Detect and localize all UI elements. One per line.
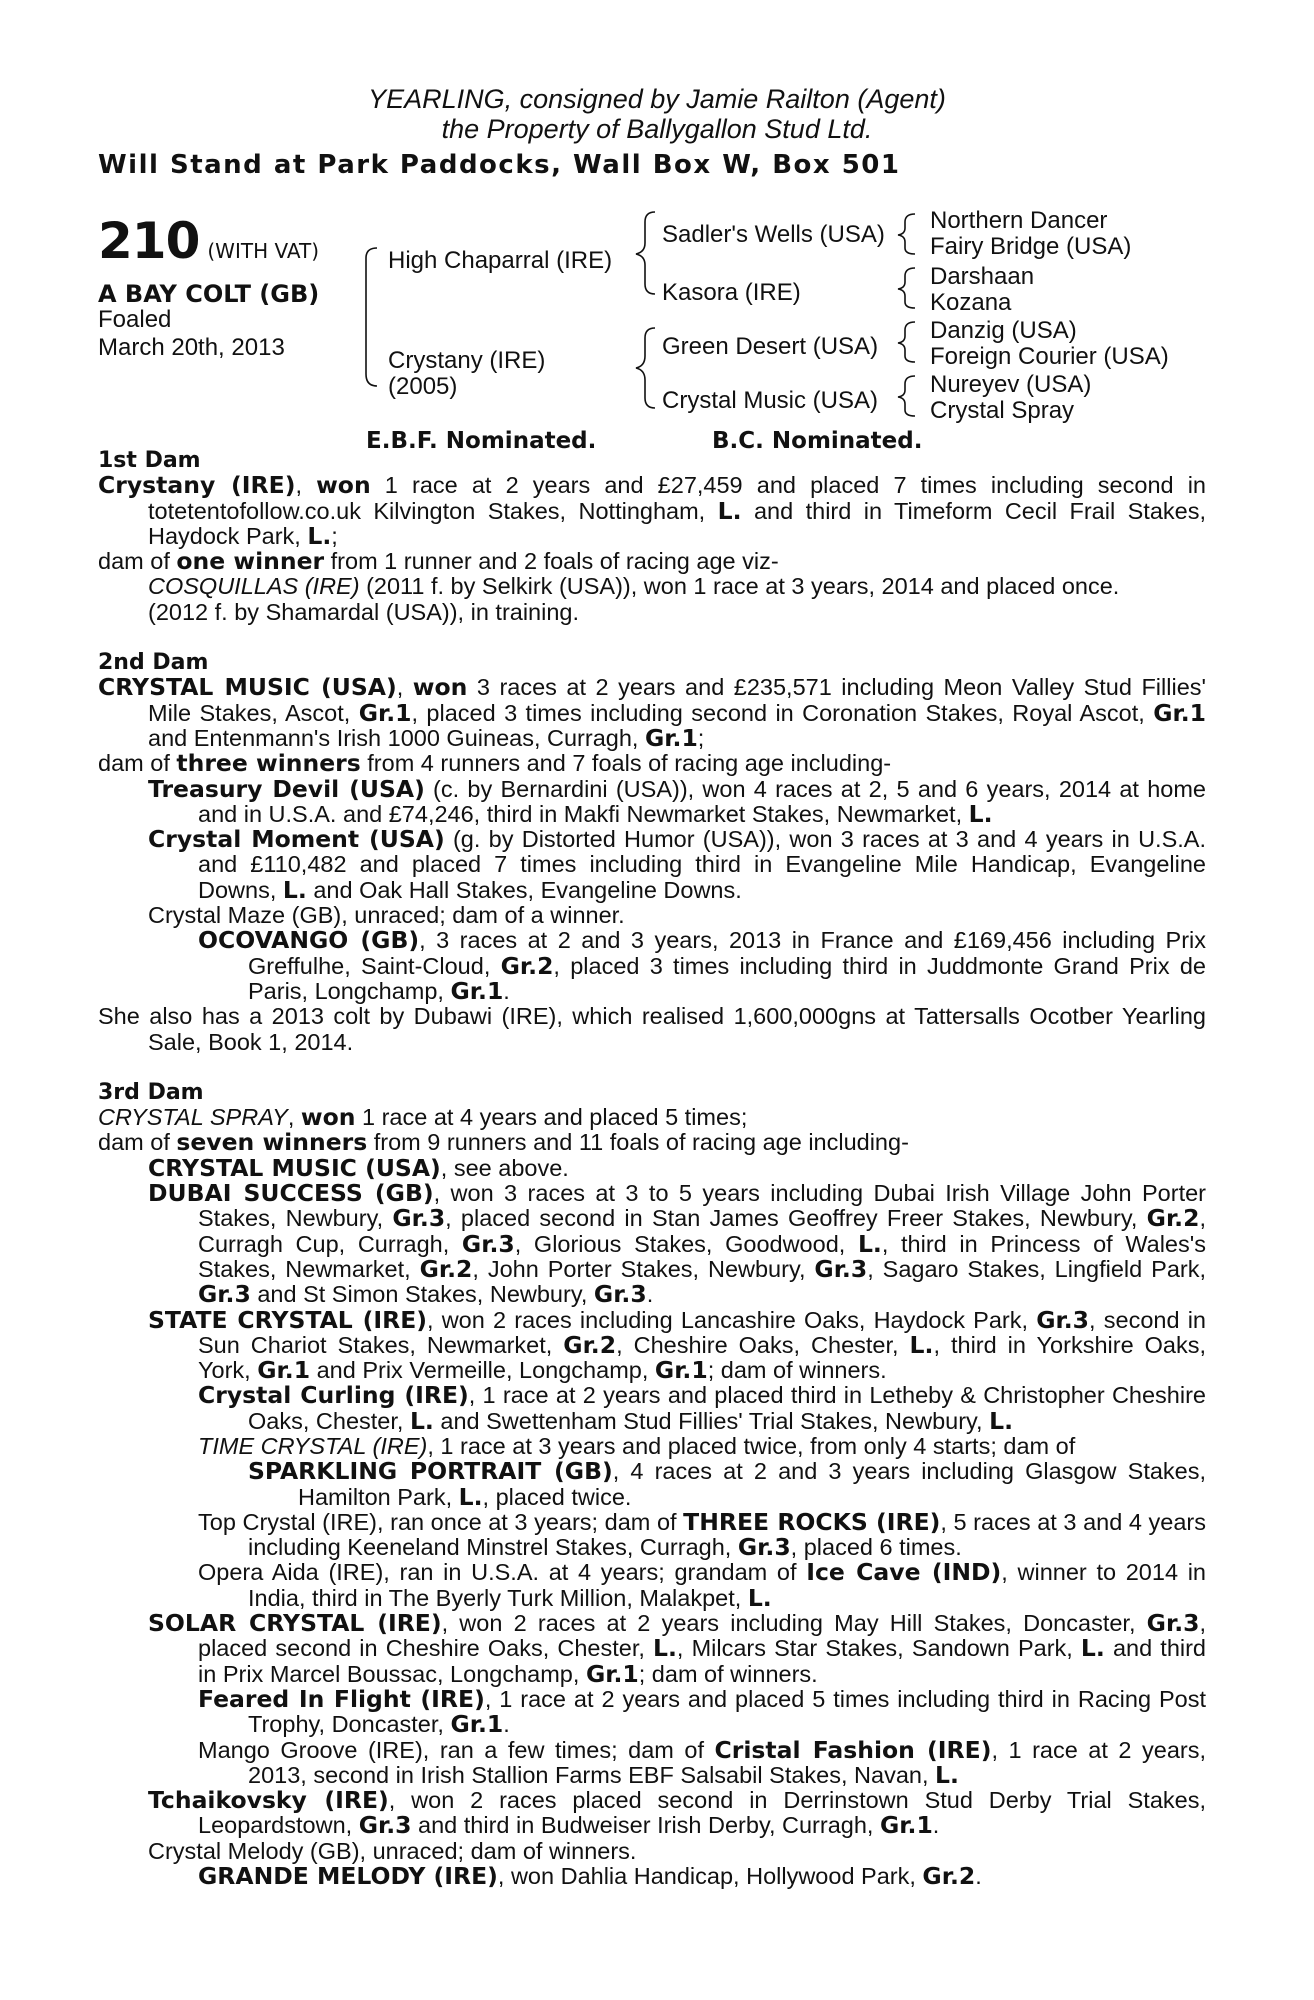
entry-text: Crystal Curling (IRE)	[198, 1381, 469, 1410]
entry-text: L.	[458, 1482, 483, 1511]
entry-text: , winner to 2014 in India, third in The Byerly Turk Million, Malakpet,	[248, 1559, 1206, 1611]
entry-text: dam of	[98, 750, 177, 777]
entry-text: .	[503, 977, 510, 1004]
entry-text: OCOVANGO (GB)	[198, 926, 420, 955]
pedigree-entry	[98, 1735, 1206, 1789]
ebf-nomination: E.B.F. Nominated.	[366, 428, 597, 454]
entry-text: (2012 f. by Shamardal (USA)), in training.	[148, 598, 580, 625]
pedigree-dam-dam: Crystal Music (USA)	[662, 387, 879, 414]
entry-text: Crystal Maze (GB), unraced; dam of a winner.	[148, 902, 625, 929]
entry-text: DUBAI SUCCESS (GB)	[148, 1179, 434, 1208]
entry-text: THREE ROCKS (IRE)	[683, 1507, 941, 1536]
pedigree-entry	[98, 473, 1206, 549]
entry-text: Gr.2	[419, 1254, 473, 1283]
entry-text: 1 race at 4 years and placed 5 times;	[355, 1104, 748, 1131]
lot-number: 210	[98, 212, 200, 270]
entry-text: ;	[331, 522, 338, 549]
pedigree-entry	[98, 675, 1206, 751]
entry-text: L.	[717, 496, 742, 525]
entry-text: , 5 races at 3 and 4 years including Keeneland Minstrel Stakes, Curragh,	[248, 1508, 1206, 1561]
entry-text: Gr.2	[1146, 1204, 1200, 1233]
entry-text: , won 3 races at 3 to 5 years including Dubai Irish Village John Porter Stakes, Newbury,	[198, 1180, 1206, 1232]
pedigree-entry	[98, 600, 1206, 625]
section-heading: 3rd Dam	[98, 1079, 204, 1105]
entry-text: L.	[968, 799, 993, 828]
bc-nomination: B.C. Nominated.	[712, 428, 923, 454]
entry-text: and Entenmann's Irish 1000 Guineas, Curragh,	[148, 724, 645, 751]
entry-text: , see above.	[440, 1154, 569, 1181]
entry-text: Top Crystal (IRE), ran once at 3 years; dam of	[198, 1508, 684, 1535]
entry-text: Gr.2	[500, 951, 554, 980]
entry-text: Gr.1	[257, 1356, 311, 1385]
entry-text: Ice Cave (IND)	[806, 1558, 1002, 1587]
entry-text: from 4 runners and 7 foals of racing age including-	[360, 750, 892, 777]
entry-text: CRYSTAL MUSIC (USA)	[98, 673, 397, 702]
pedigree-sds: Darshaan	[930, 263, 1035, 290]
pedigree-entry	[98, 774, 1206, 828]
entry-text: SPARKLING PORTRAIT (GB)	[248, 1457, 613, 1486]
entry-text: Gr.2	[922, 1862, 976, 1891]
entry-text: from 9 runners and 11 foals of racing age including-	[367, 1129, 909, 1156]
stand-location: Will Stand at Park Paddocks, Wall Box W, Box 501	[98, 150, 901, 180]
entry-text: , 1 race at 2 years, 2013, second in Irish Stallion Farms EBF Salsabil Stakes, Navan,	[248, 1736, 1206, 1788]
entry-text: L.	[747, 1583, 772, 1612]
pedigree-entry	[98, 1130, 1206, 1155]
entry-text: (2011 f. by Selkirk (USA)), won 1 race at 3 years, 2014 and placed once.	[359, 573, 1120, 600]
entry-text: L.	[935, 1760, 959, 1789]
pedigree-entry	[98, 549, 1206, 574]
pedigree-entry	[98, 1788, 1206, 1839]
entry-text: , 3 races at 2 and 3 years, 2013 in France and £169,456 including Prix Greffulhe, Saint-Cloud,	[248, 927, 1206, 979]
pedigree-entry	[98, 1305, 1207, 1385]
entry-text: Gr.1	[1153, 698, 1206, 727]
entry-text: .	[932, 1812, 940, 1839]
entry-text: , second in Sun Chariot Stakes, Newmarket,	[198, 1306, 1206, 1358]
entry-text: CRYSTAL SPRAY	[98, 1104, 288, 1131]
pedigree-sire: High Chaparral (IRE)	[388, 247, 613, 274]
entry-text: SOLAR CRYSTAL (IRE)	[148, 1609, 442, 1638]
entry-text: .	[975, 1863, 982, 1890]
entry-text: , Glorious Stakes, Goodwood,	[514, 1230, 858, 1257]
pedigree-entry	[98, 1611, 1206, 1687]
entry-text: , placed 3 times including third in Juddmonte Grand Prix de Paris, Longchamp,	[248, 952, 1206, 1004]
section-heading: 2nd Dam	[98, 650, 209, 676]
pedigree-entry	[98, 574, 1206, 599]
entry-text: GRANDE MELODY (IRE)	[198, 1862, 498, 1891]
entry-text: 3 races at 2 years and £235,571 including Meon Valley Stud Fillies' Mile Stakes, Ascot,	[148, 674, 1206, 726]
entry-text: and third in Timeform Cecil Frail Stakes, Haydock Park,	[148, 497, 1206, 549]
entry-text: , Curragh Cup, Curragh,	[198, 1205, 1206, 1257]
entry-text: and St Simon Stakes, Newbury,	[250, 1281, 594, 1308]
entry-text: and third in Budweiser Irish Derby, Curragh,	[411, 1812, 880, 1839]
entry-text: CRYSTAL MUSIC (USA)	[148, 1153, 441, 1182]
entry-text: Gr.3	[461, 1229, 515, 1258]
pedigree-sire-dam: Kasora (IRE)	[662, 279, 801, 306]
entry-text: (g. by Distorted Humor (USA)), won 3 races at 3 and 4 years in U.S.A. and £110,482 and placed 7 times including third in Evangeline Mile Handicap, Evangeline Downs,	[198, 826, 1206, 903]
entry-text: L.	[307, 521, 332, 550]
entry-text: Gr.3	[1146, 1609, 1200, 1638]
pedigree-entry	[98, 1864, 1206, 1889]
pedigree-dsd: Foreign Courier (USA)	[930, 343, 1169, 370]
entry-text: , 1 race at 2 years and placed third in Letheby & Christopher Cheshire Oaks, Chester,	[248, 1382, 1206, 1434]
entry-text: , won 2 races placed second in Derrinstown Stud Derby Trial Stakes, Leopardstown,	[198, 1787, 1206, 1839]
entry-text: L.	[989, 1406, 1013, 1435]
entry-text: Gr.3	[358, 1811, 412, 1840]
entry-text: dam of	[98, 1129, 177, 1156]
entry-text: , placed second in Stan James Geoffrey Freer Stakes, Newbury,	[445, 1205, 1147, 1232]
entry-text: Gr.1	[879, 1811, 933, 1840]
lot-title: A BAY COLT (GB)	[98, 280, 320, 308]
entry-text: L.	[282, 875, 307, 904]
pedigree-entry	[98, 1105, 1206, 1130]
entry-text: and Swettenham Stud Fillies' Trial Stakes, Newbury,	[433, 1407, 990, 1434]
pedigree-entry	[98, 1004, 1206, 1055]
foaled-label: Foaled	[98, 306, 172, 333]
entry-text: and third in Prix Marcel Boussac, Longchamp,	[198, 1635, 1206, 1687]
entry-text: Gr.1	[358, 698, 412, 727]
pedigree-dam-year: (2005)	[388, 373, 458, 400]
pedigree-entry	[98, 1434, 1206, 1459]
pedigree-entry	[98, 1181, 1206, 1307]
produce-record	[98, 448, 1206, 1889]
pedigree-sdd: Kozana	[930, 289, 1012, 316]
entry-text: ;	[697, 724, 705, 751]
entry-text: dam of	[98, 548, 177, 575]
entry-text: .	[646, 1281, 654, 1308]
entry-text: Gr.3	[814, 1254, 868, 1283]
pedigree-dss: Danzig (USA)	[930, 317, 1077, 344]
property-line: the Property of Ballygallon Stud Ltd.	[441, 114, 873, 144]
entry-text: She also has a 2013 colt by Dubawi (IRE), which realised 1,600,000gns at Tattersalls Ocotber Yearling Sale, Book 1, 2014.	[98, 1003, 1206, 1055]
entry-text: and Oak Hall Stakes, Evangeline Downs.	[306, 876, 742, 903]
pedigree-sss: Northern Dancer	[930, 207, 1108, 234]
pedigree-brackets	[0, 0, 1314, 460]
entry-text: , placed 6 times.	[790, 1534, 962, 1561]
entry-text: , John Porter Stakes, Newbury,	[472, 1255, 815, 1282]
entry-text: Gr.3	[737, 1533, 791, 1562]
entry-text: , placed twice.	[482, 1483, 632, 1510]
section-heading: 1st Dam	[98, 448, 201, 473]
pedigree-entry	[98, 1684, 1206, 1739]
entry-text: (c. by Bernardini (USA)), won 4 races at 2, 5 and 6 years, 2014 at home and in U.S.A. and £74,246, third in Makfi Newmarket Stakes, Newmarket,	[198, 775, 1206, 827]
entry-text: won	[316, 471, 371, 500]
entry-text: won	[412, 673, 468, 702]
consignor-line: YEARLING, consigned by Jamie Railton (Agent)	[368, 84, 946, 114]
entry-text: ,	[396, 674, 413, 701]
pedigree-sire-sire: Sadler's Wells (USA)	[662, 221, 885, 248]
entry-text: Mango Groove (IRE), ran a few times; dam of	[198, 1736, 715, 1763]
section-gap	[98, 625, 1206, 650]
entry-text: Crystany (IRE)	[98, 471, 296, 500]
entry-text: , Milcars Star Stakes, Sandown Park,	[676, 1635, 1081, 1662]
pedigree-entry	[98, 1839, 1206, 1864]
entry-text: COSQUILLAS (IRE)	[148, 573, 360, 600]
entry-text: Gr.2	[563, 1330, 617, 1359]
entry-text: L.	[857, 1229, 882, 1258]
entry-text: , won 2 races including Lancashire Oaks, Haydock Park,	[427, 1306, 1037, 1333]
entry-text: Gr.1	[585, 1659, 639, 1688]
pedigree-entry	[98, 1383, 1206, 1434]
entry-text: , Sagaro Stakes, Lingfield Park,	[867, 1255, 1206, 1282]
entry-text: Gr.3	[1036, 1305, 1090, 1334]
pedigree-entry	[98, 903, 1206, 928]
vat-note: (WITH VAT)	[207, 239, 320, 263]
entry-text: one winner	[176, 547, 325, 576]
entry-text: , placed second in Cheshire Oaks, Chester,	[198, 1610, 1207, 1662]
pedigree-entry	[98, 1153, 1206, 1182]
entry-text: Cristal Fashion (IRE)	[714, 1735, 992, 1764]
section-gap	[98, 1055, 1206, 1080]
entry-text: Gr.3	[198, 1280, 251, 1309]
entry-text: Gr.1	[450, 1710, 504, 1739]
entry-text: ; dam of winners.	[638, 1660, 818, 1687]
entry-text: Tchaikovsky (IRE)	[148, 1786, 389, 1815]
foaled-date: March 20th, 2013	[98, 334, 285, 361]
pedigree-dam-sire: Green Desert (USA)	[662, 333, 879, 360]
entry-text: , placed 3 times including second in Coronation Stakes, Royal Ascot,	[411, 699, 1154, 726]
entry-text: L.	[1080, 1634, 1105, 1663]
entry-text: three winners	[176, 749, 361, 778]
pedigree-ddd: Crystal Spray	[930, 397, 1075, 424]
entry-text: 1 race at 2 years and £27,459 and placed 7 times including second in totetentofollow.co.uk Kilvington Stakes, Nottingham,	[148, 472, 1206, 524]
entry-text: , 4 races at 2 and 3 years including Glasgow Stakes, Hamilton Park,	[298, 1458, 1207, 1510]
entry-text: Gr.3	[392, 1204, 446, 1233]
entry-text: Gr.3	[593, 1280, 647, 1309]
pedigree-entry	[98, 928, 1206, 1004]
entry-text: , won Dahlia Handicap, Hollywood Park,	[497, 1863, 923, 1890]
pedigree-entry	[98, 1560, 1206, 1611]
pedigree-entry	[98, 1507, 1206, 1562]
pedigree-dam: Crystany (IRE)	[388, 347, 546, 374]
entry-text: , 1 race at 2 years and placed 5 times including third in Racing Post Trophy, Doncaster,	[248, 1685, 1206, 1738]
pedigree-entry	[98, 1459, 1206, 1510]
entry-text: and Prix Vermeille, Longchamp,	[310, 1357, 655, 1384]
entry-text: Gr.1	[654, 1356, 708, 1385]
entry-text: , 1 race at 3 years and placed twice, from only 4 starts; dam of	[427, 1432, 1076, 1459]
entry-text: Opera Aida (IRE), ran in U.S.A. at 4 years; grandam of	[198, 1559, 807, 1586]
entry-text: STATE CRYSTAL (IRE)	[148, 1305, 427, 1334]
pedigree-entry	[98, 827, 1206, 903]
entry-text: won	[300, 1103, 356, 1132]
entry-text: L.	[653, 1634, 677, 1663]
entry-text: Feared In Flight (IRE)	[198, 1684, 485, 1713]
entry-text: ,	[287, 1104, 301, 1131]
pedigree-entry	[98, 751, 1206, 776]
entry-text: , third in Princess of Wales's Stakes, Newmarket,	[198, 1230, 1206, 1282]
entry-text: Gr.1	[644, 723, 698, 752]
entry-text: ; dam of winners.	[707, 1357, 887, 1384]
entry-text: Crystal Melody (GB), unraced; dam of winners.	[148, 1837, 637, 1864]
entry-text: from 1 runner and 2 foals of racing age viz-	[324, 548, 779, 575]
pedigree-dds: Nureyev (USA)	[930, 371, 1092, 398]
entry-text: seven winners	[176, 1128, 368, 1157]
entry-text: Gr.1	[450, 976, 504, 1005]
entry-text: , third in Yorkshire Oaks, York,	[198, 1331, 1207, 1384]
entry-text: L.	[409, 1406, 434, 1435]
entry-text: TIME CRYSTAL (IRE)	[198, 1432, 428, 1459]
entry-text: , won 2 races at 2 years including May Hill Stakes, Doncaster,	[441, 1610, 1147, 1637]
entry-text: .	[503, 1711, 510, 1738]
entry-text: ,	[295, 472, 317, 499]
entry-text: L.	[909, 1330, 934, 1359]
entry-text: , Cheshire Oaks, Chester,	[616, 1331, 910, 1358]
pedigree-ssd: Fairy Bridge (USA)	[930, 233, 1132, 260]
entry-text: Crystal Moment (USA)	[148, 825, 445, 854]
entry-text: Treasury Devil (USA)	[148, 774, 425, 803]
